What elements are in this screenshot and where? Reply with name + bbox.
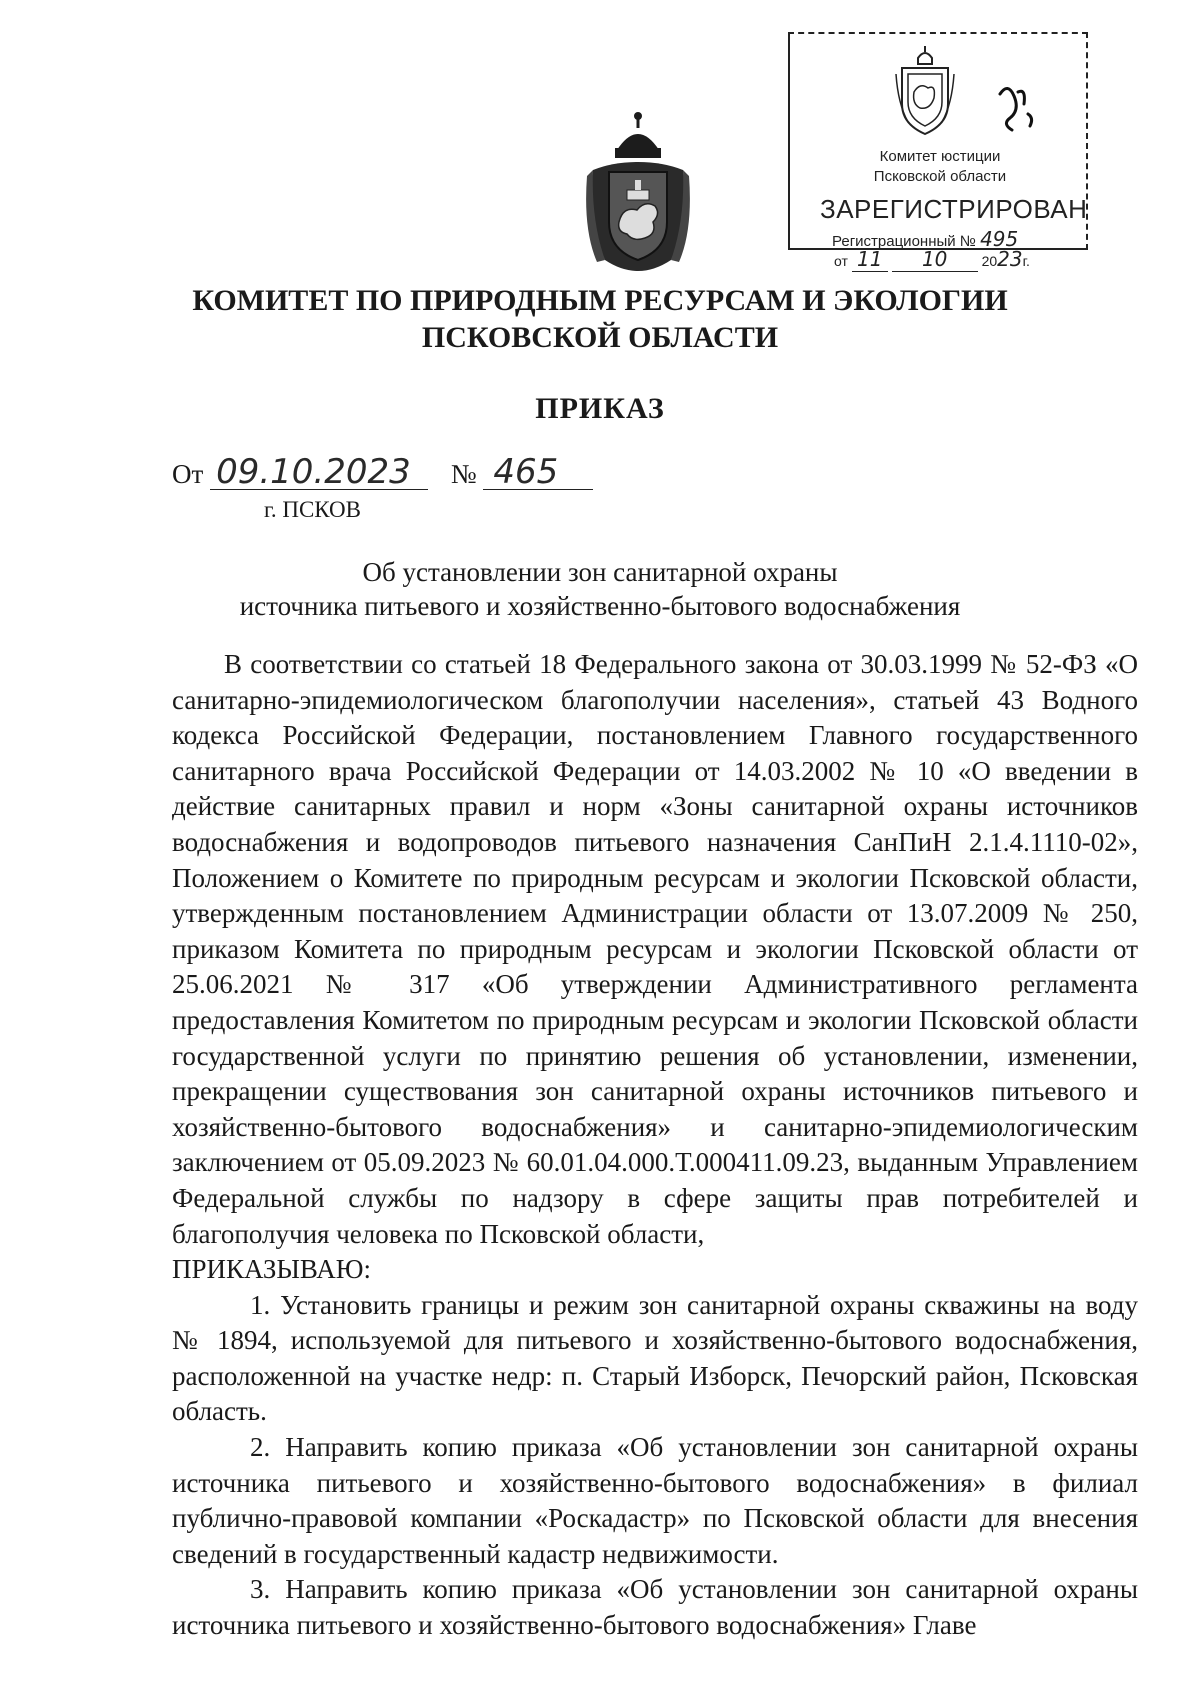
- stamp-date-suffix: г.: [1022, 253, 1030, 269]
- subject-line2: источника питьевого и хозяйственно-бытового водоснабжения: [239, 591, 961, 621]
- stamp-date-year-prefix: 20: [981, 253, 998, 269]
- stamp-org-line2: Псковской области: [873, 168, 1007, 185]
- signature-icon: [990, 74, 1040, 144]
- document-date: 09.10.2023: [210, 455, 428, 490]
- preamble-paragraph: В соответствии со статьей 18 Федерального закона от 30.03.1999 № 52-ФЗ «О санитарно-эпидемиологическом благополучии населения», статьей 43 Водного кодекса Российской Федерации, постановлением Главного государственного санитарного врача Российской Федерации от 14.03.2002 № 10 «О введении в действие санитарных правил и норм «Зоны санитарной охраны источников водоснабжения и водопроводов питьевого назначения СанПиН 2.1.4.1110-02», Положением о Комитете по природным ресурсам и экологии Псковской области, утвержденным постановлением Администрации области от 13.07.2009 № 250, приказом Комитета по природным ресурсам и экологии Псковской области от 25.06.2021 № 317 «Об утверждении Административного регламента предоставления Комитетом по природным ресурсам и экологии Псковской области государственной услуги по принятию решения об установлении, изменении, прекращении существования зон санитарной охраны источников питьевого и хозяйственно-бытового водоснабжения» и санитарно-эпидемиологическим заключением от 05.09.2023 № 60.01.04.000.Т.000411.09.23, выданным Управлением Федеральной службы по надзору в сфере защиты прав потребителей и благополучия человека по Псковской области,: [172, 649, 1138, 1249]
- organization-title: [0, 282, 1200, 356]
- stamp-org-line1: Комитет юстиции: [879, 148, 1001, 165]
- order-word: ПРИКАЗЫВАЮ:: [172, 1254, 371, 1285]
- stamp-date-month: 10: [892, 247, 978, 272]
- stamp-status: ЗАРЕГИСТРИРОВАН: [820, 194, 1088, 224]
- reference-row: [172, 452, 593, 492]
- coat-of-arms-icon: [583, 110, 693, 280]
- stamp-date-prefix: от: [834, 253, 848, 269]
- order-item-3: 3. Направить копию приказа «Об установлении зон санитарной охраны источника питьевого и хозяйственно-бытового водоснабжения» Главе: [172, 1574, 1138, 1641]
- registration-stamp: [788, 32, 1088, 271]
- document-body: [172, 647, 1138, 1644]
- coat-of-arms-small-icon: [894, 44, 956, 140]
- document-type: ПРИКАЗ: [535, 392, 665, 425]
- stamp-date-row: [834, 247, 1030, 272]
- organization-title-line1: КОМИТЕТ ПО ПРИРОДНЫМ РЕСУРСАМ И ЭКОЛОГИИ: [192, 284, 1008, 317]
- subject-line1: Об установлении зон санитарной охраны: [362, 557, 838, 587]
- city: г. ПСКОВ: [264, 497, 362, 522]
- order-item-1: 1. Установить границы и режим зон санитарной охраны скважины на воду № 1894, используемой для питьевого и хозяйственно-бытового водоснабжения, расположенной на участке недр: п. Старый Изборск, Печорский район, Псковская область.: [172, 1289, 1138, 1427]
- document-subject: [0, 555, 1200, 623]
- order-item-2: 2. Направить копию приказа «Об установлении зон санитарной охраны источника питьевого и хозяйственно-бытового водоснабжения» в филиал публично-правовой компании «Роскадастр» по Псковской области для внесения сведений в государственный кадастр недвижимости.: [172, 1432, 1138, 1569]
- stamp-date-year-suffix: 23: [997, 247, 1023, 271]
- organization-title-line2: ПСКОВСКОЙ ОБЛАСТИ: [421, 321, 779, 354]
- date-label: От: [172, 459, 204, 489]
- document-number: 465: [483, 455, 593, 490]
- stamp-reg-number: 495: [980, 227, 1019, 251]
- stamp-date-day: 11: [852, 247, 888, 272]
- number-label: №: [450, 459, 477, 489]
- stamp-reg-label: Регистрационный №: [832, 233, 976, 250]
